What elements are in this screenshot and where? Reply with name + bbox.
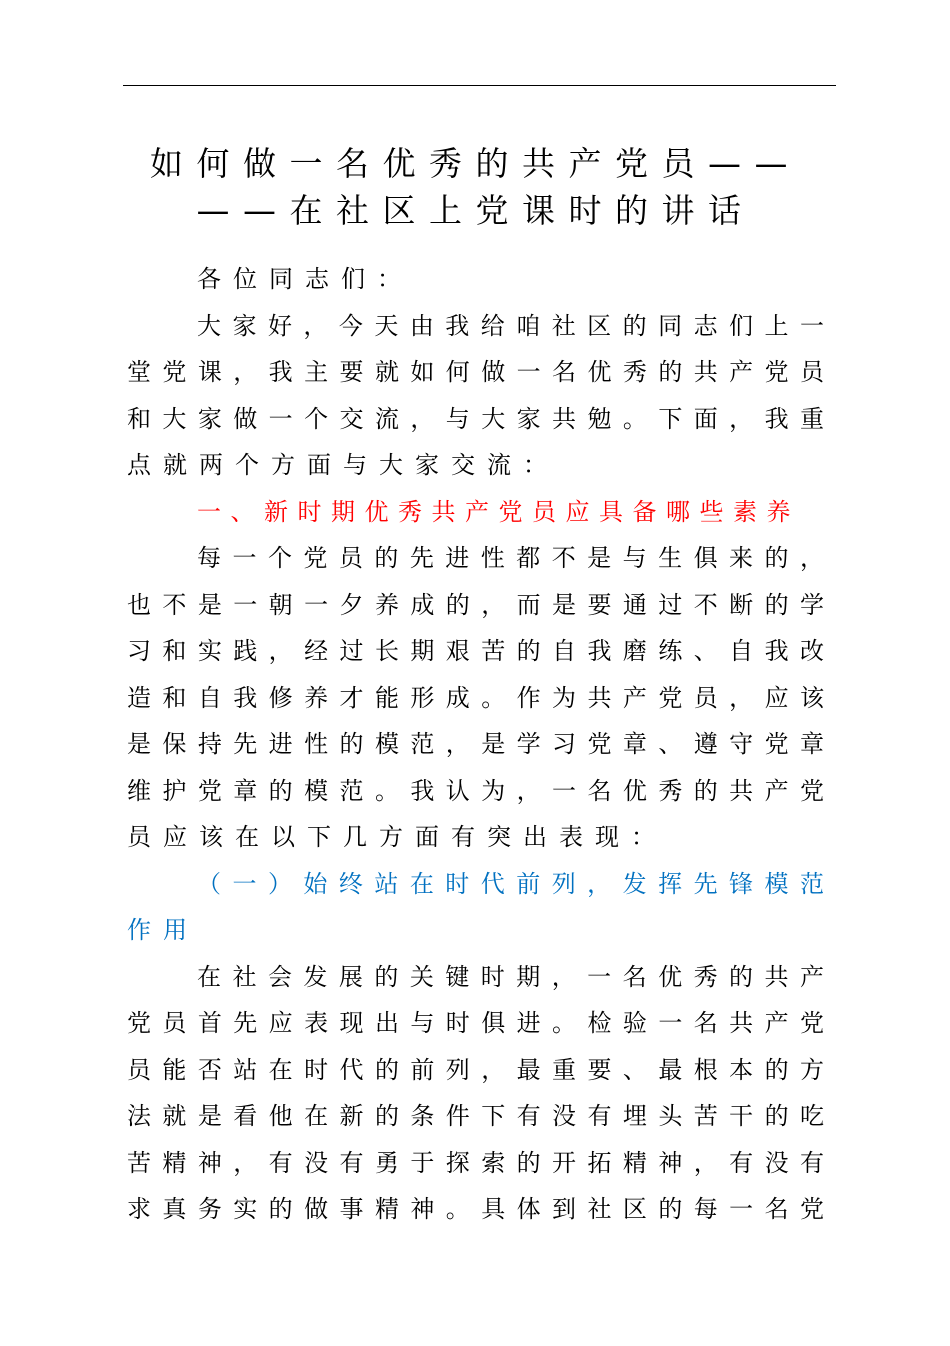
paragraph-line: 求真务实的做事精神。具体到社区的每一名党 [127,1195,824,1223]
document-body [127,256,824,1233]
header-rule [123,85,836,86]
paragraph-line: 苦精神，有没有勇于探索的开拓精神，有没有 [127,1148,824,1177]
paragraph-line: 和大家做一个交流，与大家共勉。下面，我重 [127,404,824,433]
paragraph-line: 堂党课，我主要就如何做一名优秀的共产党员 [127,358,824,386]
paragraph-line: 是保持先进性的模范，是学习党章、遵守党章 [127,730,824,758]
paragraph-line: 也不是一朝一夕养成的，而是要通过不断的学 [127,590,824,619]
paragraph-line: 员应该在以下几方面有突出表现： [127,823,667,851]
paragraph-line: 维护党章的模范。我认为，一名优秀的共产党 [127,776,824,805]
paragraph-line: 大家好，今天由我给咱社区的同志们上一 [197,311,824,340]
paragraph-line: 法就是看他在新的条件下有没有埋头苦干的吃 [127,1102,824,1130]
paragraph-line: 每一个党员的先进性都不是与生俱来的， [197,544,824,572]
section-heading-1: 一、新时期优秀共产党员应具备哪些素养 [197,497,800,526]
subsection-heading-1: （一）始终站在时代前列，发挥先锋模范 [197,869,824,898]
paragraph-line: 习和实践，经过长期艰苦的自我磨练、自我改 [127,637,824,665]
paragraph-line: 点就两个方面与大家交流： [127,451,559,479]
salutation: 各位同志们： [197,265,413,293]
paragraph-line: 员能否站在时代的前列，最重要、最根本的方 [127,1055,824,1084]
subsection-heading-1-cont: 作用 [127,916,199,944]
paragraph-line: 造和自我修养才能形成。作为共产党员，应该 [127,683,824,712]
paragraph-line: 在社会发展的关键时期，一名优秀的共产 [197,962,824,991]
document-title-line-2: ——在社区上党课时的讲话 [196,191,755,230]
document-title-line-1: 如何做一名优秀的共产党员—— [150,144,801,183]
paragraph-line: 党员首先应表现出与时俱进。检验一名共产党 [127,1009,824,1037]
